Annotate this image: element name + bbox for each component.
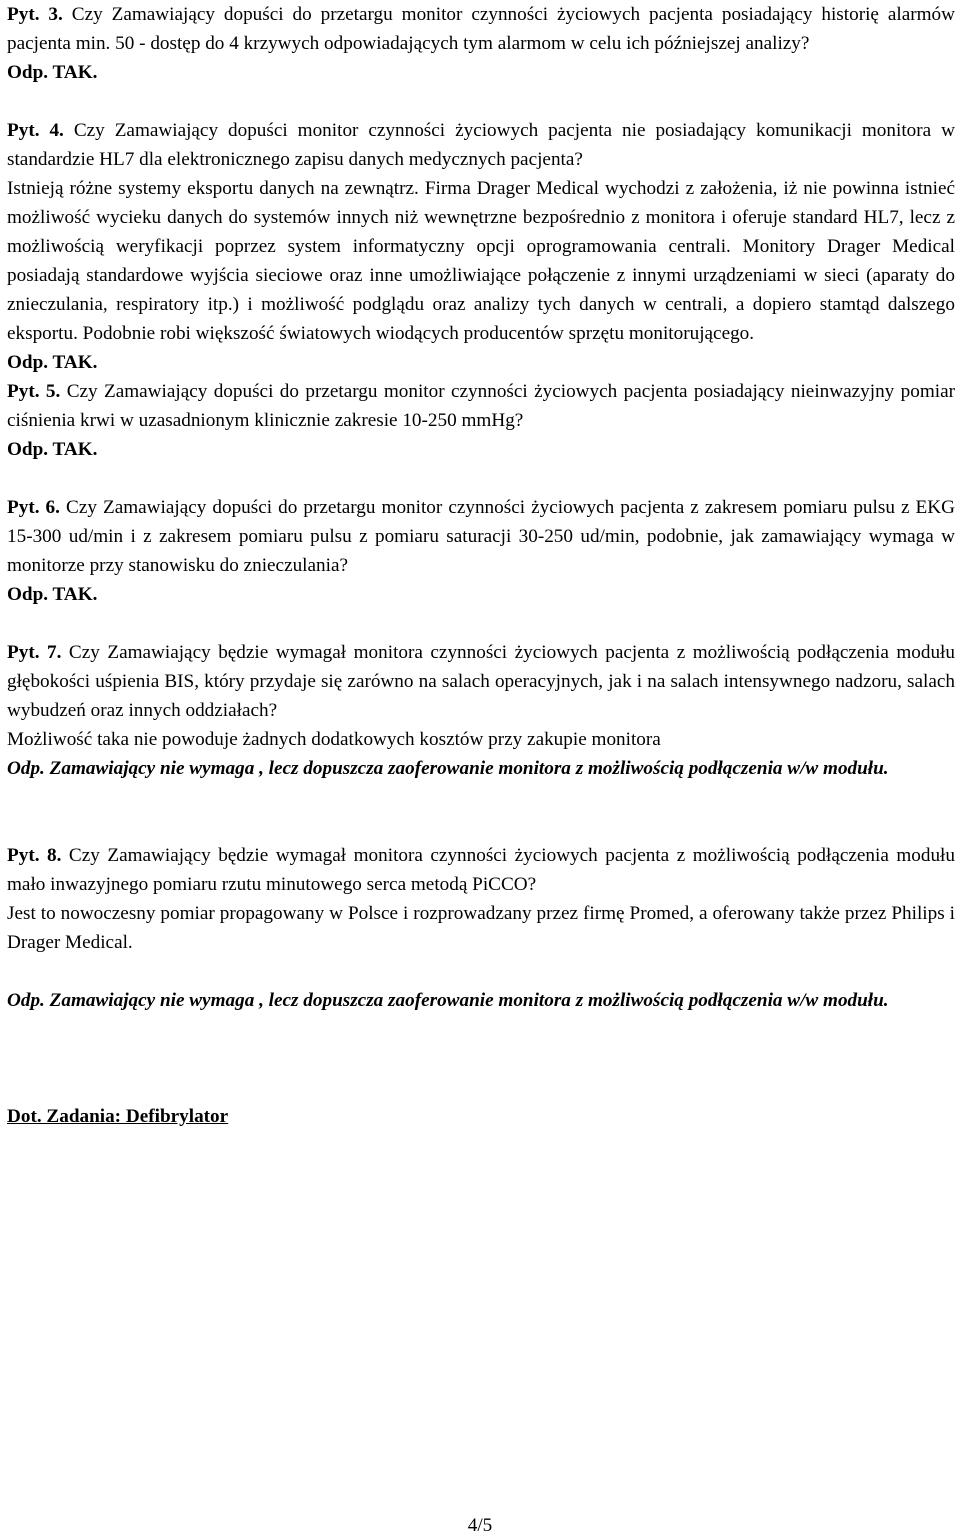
answer-7: Odp. Zamawiający nie wymaga , lecz dopuszcza zaoferowanie monitora z możliwością podłączenia w/w modułu. [7, 758, 889, 779]
question-8 [7, 841, 955, 899]
explanation-7: Możliwość taka nie powoduje żadnych dodatkowych kosztów przy zakupie monitora [7, 729, 661, 750]
question-label: Pyt. 6. [7, 497, 60, 518]
explanation-8: Jest to nowoczesny pomiar propagowany w Polsce i rozprowadzany przez firmę Promed, a oferowany także przez Philips i Drager Medical. [7, 903, 955, 953]
question-5 [7, 377, 955, 435]
question-label: Pyt. 8. [7, 845, 62, 866]
question-3 [7, 0, 955, 58]
question-text: Czy Zamawiający dopuści do przetargu monitor czynności życiowych pacjenta posiadający nieinwazyjny pomiar ciśnienia krwi w uzasadnionym klinicznie zakresie 10-250 mmHg? [7, 381, 955, 431]
answer-6: Odp. TAK. [7, 584, 98, 605]
question-6 [7, 493, 955, 580]
question-text: Czy Zamawiający będzie wymagał monitora czynności życiowych pacjenta z możliwością podłączenia modułu mało inwazyjnego pomiaru rzutu minutowego serca metodą PiCCO? [7, 845, 955, 895]
explanation-4: Istnieją różne systemy eksportu danych na zewnątrz. Firma Drager Medical wychodzi z założenia, iż nie powinna istnieć możliwość wycieku danych do systemów innych niż wewnętrzne bezpośrednio z monitora i oferuje standard HL7, lecz z możliwością weryfikacji poprzez system informatyczny opcji oprogramowania centrali. Monitory Drager Medical posiadają standardowe wyjścia sieciowe oraz inne umożliwiające połączenie z innymi urządzeniami w sieci (aparaty do znieczulania, respiratory itp.) i możliwość podglądu oraz analizy tych danych w centrali, a dopiero stamtąd dalszego eksportu. Podobnie robi większość światowych wiodących producentów sprzętu monitorującego. [7, 178, 955, 344]
question-label: Pyt. 5. [7, 381, 61, 402]
answer-5: Odp. TAK. [7, 439, 98, 460]
answer-3: Odp. TAK. [7, 62, 98, 83]
question-7 [7, 638, 955, 725]
question-text: Czy Zamawiający dopuści do przetargu monitor czynności życiowych pacjenta z zakresem pomiaru pulsu z EKG 15-300 ud/min i z zakresem pomiaru pulsu z pomiaru saturacji 30-250 ud/min, podobnie, jak zamawiający wymaga w monitorze przy stanowisku do znieczulania? [7, 497, 955, 576]
question-text: Czy Zamawiający będzie wymagał monitora czynności życiowych pacjenta z możliwością podłączenia modułu głębokości uśpienia BIS, który przydaje się zarówno na salach operacyjnych, jak i na salach intensywnego nadzoru, salach wybudzeń oraz innych oddziałach? [7, 642, 955, 721]
document-page [7, 0, 955, 1131]
page-number: 4/5 [467, 1515, 493, 1536]
answer-8: Odp. Zamawiający nie wymaga , lecz dopuszcza zaoferowanie monitora z możliwością podłączenia w/w modułu. [7, 990, 889, 1011]
question-label: Pyt. 4. [7, 120, 64, 141]
question-label: Pyt. 3. [7, 4, 63, 25]
section-title: Dot. Zadania: Defibrylator [7, 1106, 229, 1127]
question-4 [7, 116, 955, 174]
question-text: Czy Zamawiający dopuści do przetargu monitor czynności życiowych pacjenta posiadający historię alarmów pacjenta min. 50 - dostęp do 4 krzywych odpowiadających tym alarmom w celu ich późniejszej analizy? [7, 4, 955, 54]
question-text: Czy Zamawiający dopuści monitor czynności życiowych pacjenta nie posiadający komunikacji monitora w standardzie HL7 dla elektronicznego zapisu danych medycznych pacjenta? [7, 120, 955, 170]
answer-4: Odp. TAK. [7, 352, 98, 373]
question-label: Pyt. 7. [7, 642, 62, 663]
